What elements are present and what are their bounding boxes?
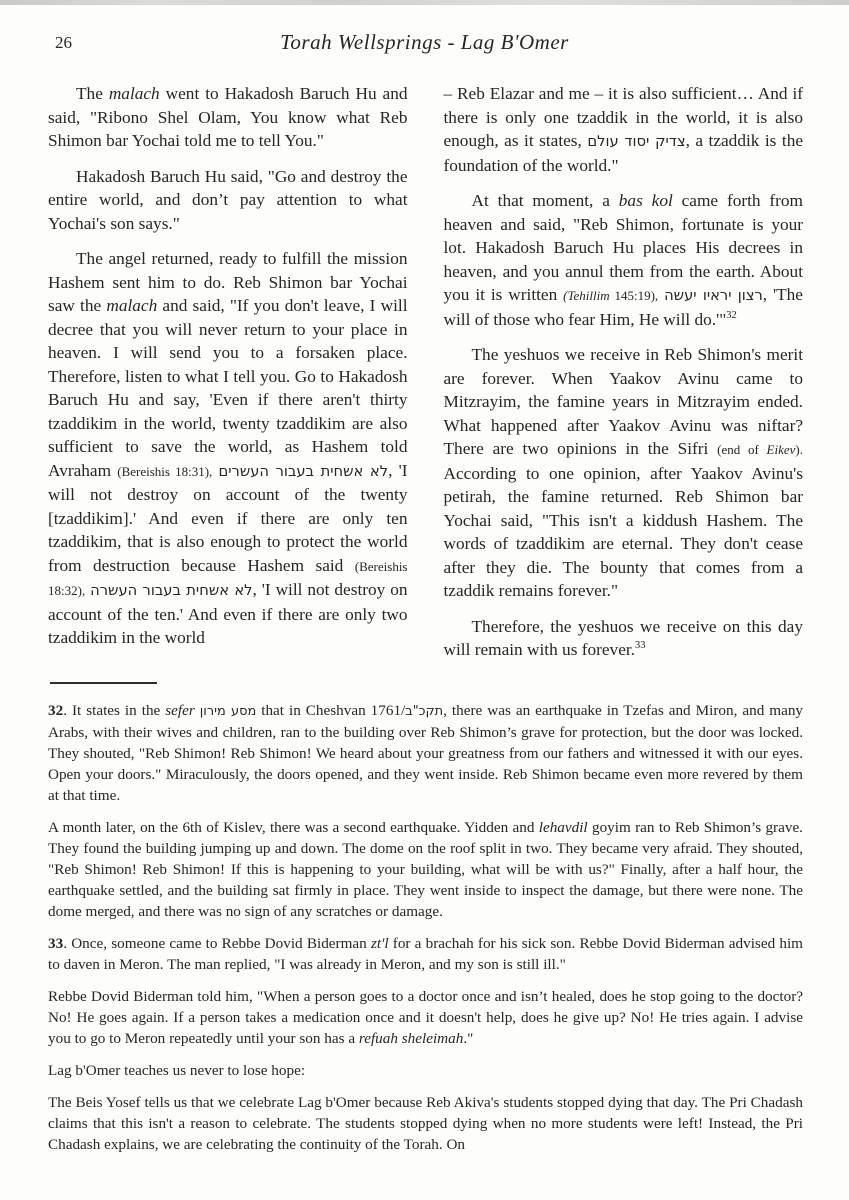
page-header <box>55 30 794 58</box>
paragraph: The yeshuos we receive in Reb Shimon's merit are forever. When Yaakov Avinu came to Mitzrayim, the famine years in Mitzrayim ended. What happened after Yaakov Avinu was niftar? There are two opinions in the Sifri (end of Eikev). According to one opinion, after Yaakov Avinu's petirah, the famine returned. Reb Shimon bar Yochai said, "This isn't a kiddush Hashem. The words of tzaddikim are eternal. They don't cease after they die. The bounty that comes from a tzaddik remains forever." <box>443 345 803 600</box>
scan-edge-artifact <box>0 0 849 5</box>
paragraph: – Reb Elazar and me – it is also sufficient… And if there is only one tzaddik in the world, it is also enough, as it states, צדיק יסוד עולם, a tzaddik is the foundation of the world." <box>443 84 804 175</box>
left-column <box>48 82 408 674</box>
footnote-paragraph: 33. Once, someone came to Rebbe Dovid Biderman zt'l for a brachah for his sick son. Rebbe Dovid Biderman advised him to daven in Meron. The man replied, "I was already in Meron, and my son is still ill." <box>48 935 803 973</box>
right-column <box>444 82 804 674</box>
footnote-paragraph: A month later, on the 6th of Kislev, there was a second earthquake. Yidden and lehavdil goyim ran to Reb Shimon’s grave. They found the building jumping up and down. The dome on the roof split in two. They became very afraid. They shouted, "Reb Shimon! Reb Shimon! If this is happening to your building, what will be with us?" Finally, after a half hour, the earthquake settled, and the building sat firmly in place. They went inside to inspect the damage, but there were none. The dome merged, and there was no sign of any scratches or damage. <box>48 819 803 920</box>
footnote-paragraph: The Beis Yosef tells us that we celebrate Lag b'Omer because Reb Akiva's students stopped dying that day. The Pri Chadash claims that this isn't a reason to celebrate. The students stopped dying when no more students were left! Instead, the Pri Chadash explains, we are celebrating the continuity of the Torah. On <box>48 1094 803 1153</box>
paragraph: The angel returned, ready to fulfill the mission Hashem sent him to do. Reb Shimon bar Yochai saw the malach and said, "If you don't leave, I will decree that you will never return to your place in heaven. I will send you to a forsaken place. Therefore, listen to what I tell you. Go to Hakadosh Baruch Hu and say, 'Even if there aren't thirty tzaddikim in the world, twenty tzaddikim are also sufficient to save the world, as Hashem told Avraham (Bereishis 18:31), לא אשחית בעבור העשרים, 'I will not destroy on account of the twenty [tzaddikim].' And even if there are only ten tzaddikim, that is also enough to protect the world from destruction because Hashem said (Bereishis 18:32), לא אשחית בעבור העשרה, 'I will not destroy on account of the ten.' And even if there are only two tzaddikim in the world <box>48 249 408 647</box>
paragraph: Therefore, the yeshuos we receive on this day will remain with us forever.$^{33}$ <box>443 616 803 659</box>
main-text <box>48 82 803 674</box>
footnote-paragraph: Lag b'Omer teaches us never to lose hope: <box>48 1062 306 1079</box>
paragraph: At that moment, a bas kol came forth from heaven and said, "Reb Shimon, fortunate is your lot. Hakadosh Baruch Hu places His decrees in heaven, and you annul them from the earth. About you it is written (Tehillim 145:19), רצון יראיו יעשה, 'The will of those who fear Him, He will do.'"$^{32}$ <box>443 191 803 329</box>
paragraph: The malach went to Hakadosh Baruch Hu and said, "Ribono Shel Olam, You know what Reb Shimon bar Yochai told me to tell You." <box>48 84 408 150</box>
footnote-separator <box>50 682 157 684</box>
page-title: Torah Wellsprings - Lag B'Omer <box>280 30 569 54</box>
footnote-paragraph: 32. It states in the sefer מסע מירון that in Cheshvan 1761/תקכ"ב, there was an earthquake in Tzefas and Miron, and many Arabs, with their wives and children, ran to the building over Reb Shimon’s grave for protection, but the door was locked. They shouted, "Reb Shimon! Reb Shimon! We heard about your greatness from our fathers and witnessed it with our eyes. Open your doors." Miraculously, the doors opened, and they went inside. Reb Shimon became even more revered by them at that time. <box>48 702 804 804</box>
footnote-paragraph: Rebbe Dovid Biderman told him, "When a person goes to a doctor once and isn’t healed, does he stop going to the doctor? No! He goes again. If a person takes a medication once and it doesn't help, does he give up? No! He tries again. I advise you to go to Meron repeatedly until your son has a refuah sheleimah." <box>48 988 803 1047</box>
paragraph: Hakadosh Baruch Hu said, "Go and destroy the entire world, and don’t pay attention to what Yochai's son says." <box>48 166 408 233</box>
footnotes <box>48 700 803 1166</box>
page-number: 26 <box>55 33 72 52</box>
